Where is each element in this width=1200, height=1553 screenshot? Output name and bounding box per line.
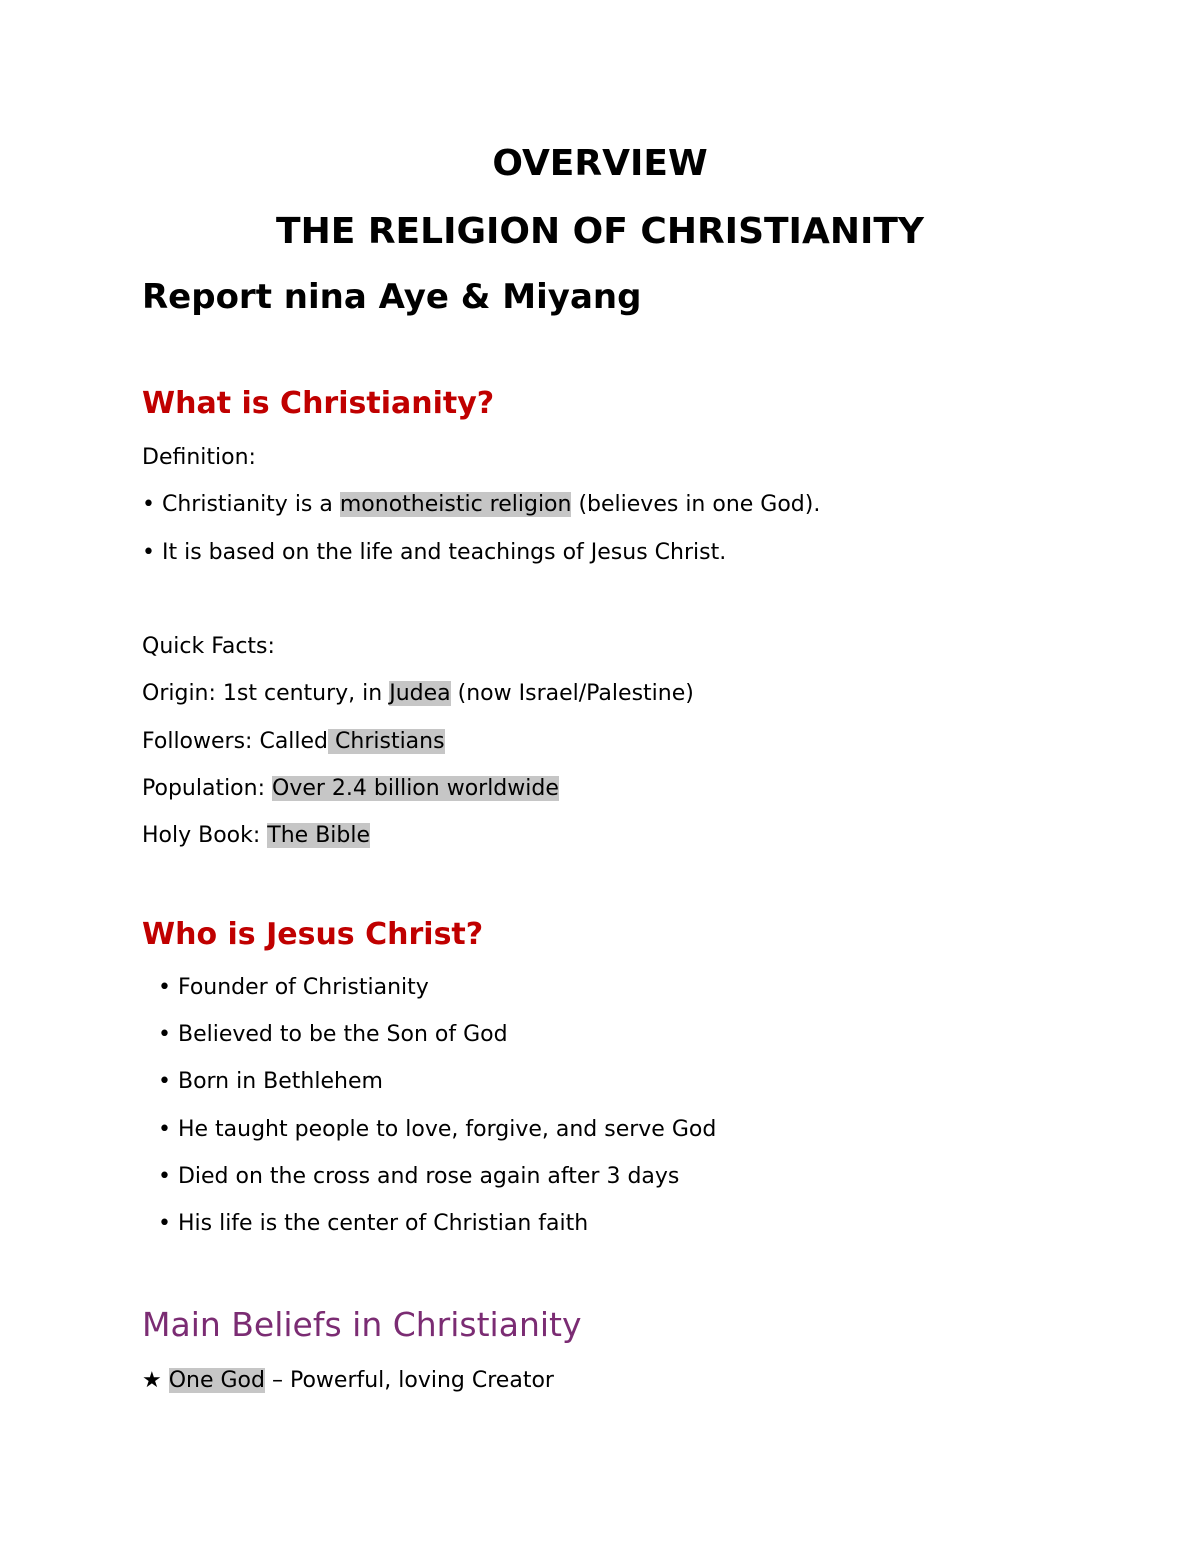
fact-label: Holy Book: <box>142 823 268 848</box>
list-item: • Born in Bethlehem <box>158 1069 383 1094</box>
fact-population <box>142 776 559 802</box>
highlight-one-god: One God <box>168 1368 265 1393</box>
list-item: • Believed to be the Son of God <box>158 1022 508 1047</box>
bullet-marker: • <box>142 492 155 517</box>
definition-label: Definition: <box>142 445 256 470</box>
highlight-christians: Christians <box>328 729 445 754</box>
definition-bullet-2 <box>142 540 726 566</box>
list-item: • He taught people to love, forgive, and serve God <box>158 1117 717 1142</box>
definition-bullet-1 <box>142 492 820 518</box>
report-subtitle: Report nina Aye & Miyang <box>142 277 642 317</box>
highlight-population: Over 2.4 billion worldwide <box>272 776 559 801</box>
belief-text: – Powerful, loving Creator <box>264 1368 554 1393</box>
belief-item <box>142 1368 554 1394</box>
bullet-text: Christianity is a <box>154 492 340 517</box>
bullet-marker: • <box>142 540 155 565</box>
bullet-text: (believes in one God). <box>571 492 821 517</box>
quick-facts-label: Quick Facts: <box>142 634 275 659</box>
highlight-bible: The Bible <box>267 823 371 848</box>
heading-who-is-jesus: Who is Jesus Christ? <box>142 917 484 952</box>
fact-followers <box>142 729 445 755</box>
list-item: • Died on the cross and rose again after 3 days <box>158 1164 680 1189</box>
list-item: • Founder of Christianity <box>158 975 429 1000</box>
fact-origin <box>142 681 694 707</box>
title-religion: THE RELIGION OF CHRISTIANITY <box>276 211 924 252</box>
bullet-text: It is based on the life and teachings of Jesus Christ. <box>154 540 727 565</box>
fact-holy-book <box>142 823 370 849</box>
title-overview: OVERVIEW <box>492 143 708 184</box>
highlight-monotheistic: monotheistic religion <box>339 492 572 517</box>
fact-post: (now Israel/Palestine) <box>450 681 694 706</box>
fact-label: Population: <box>142 776 272 801</box>
fact-label: Followers: Called <box>142 729 329 754</box>
fact-label: Origin: 1st century, in <box>142 681 390 706</box>
heading-main-beliefs: Main Beliefs in Christianity <box>142 1305 582 1344</box>
list-item: • His life is the center of Christian faith <box>158 1211 589 1236</box>
heading-what-is-christianity: What is Christianity? <box>142 386 495 421</box>
star-icon: ★ <box>142 1368 169 1393</box>
highlight-judea: Judea <box>389 681 451 706</box>
